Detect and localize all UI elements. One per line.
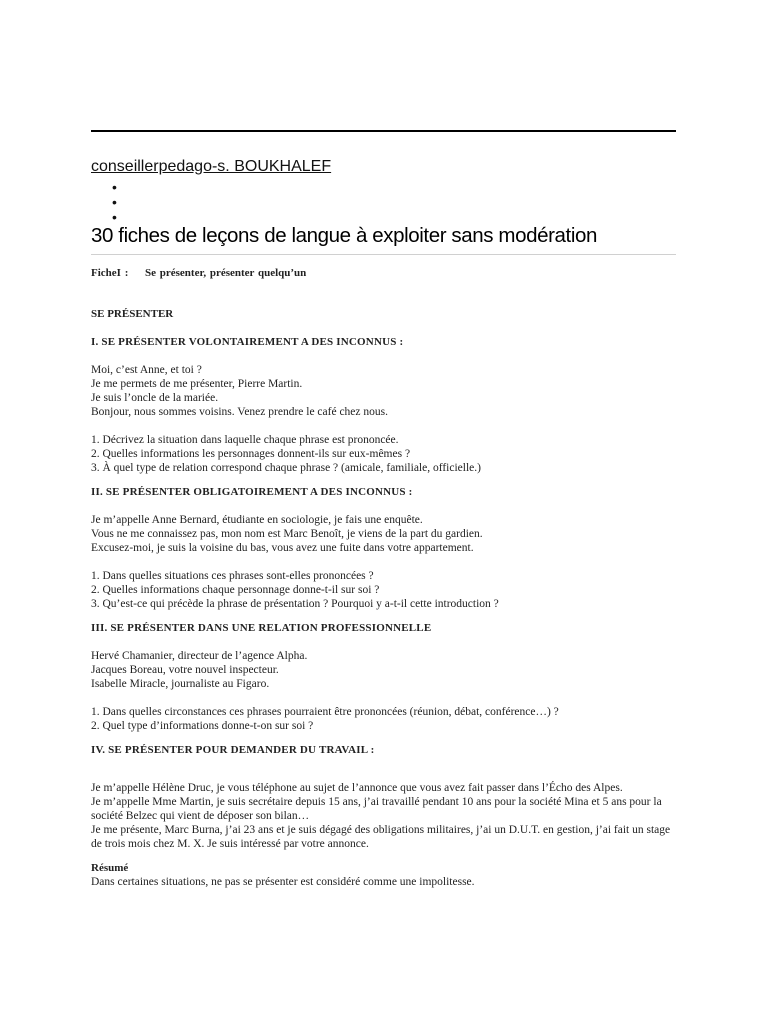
section-heading: I. SE PRÉSENTER VOLONTAIREMENT A DES INCONNUS : — [91, 336, 404, 348]
paragraph: Je me présente, Marc Burna, j’ai 23 ans et je suis dégagé des obligations militaires, j’ai un D.U.T. en gestion, j’ai fait un stage de trois mois chez M. X. Je suis intéressé par votre annonce. — [91, 824, 671, 850]
author-link[interactable]: conseillerpedago-s. BOUKHALEF — [91, 158, 332, 175]
summary-heading: Résumé — [91, 862, 129, 874]
example-line: Bonjour, nous sommes voisins. Venez prendre le café chez nous. — [91, 406, 388, 418]
top-rule — [91, 130, 676, 132]
example-line: Je suis l’oncle de la mariée. — [91, 392, 219, 404]
title-divider — [91, 254, 676, 255]
example-line: Isabelle Miracle, journaliste au Figaro. — [91, 678, 270, 690]
question-line: 1. Décrivez la situation dans laquelle chaque phrase est prononcée. — [91, 434, 399, 446]
example-line: Excusez-moi, je suis la voisine du bas, vous avez une fuite dans votre appartement. — [91, 542, 474, 554]
example-line: Je m’appelle Anne Bernard, étudiante en sociologie, je fais une enquête. — [91, 514, 423, 526]
question-line: 3. Qu’est-ce qui précède la phrase de présentation ? Pourquoi y a-t-il cette introduction ? — [91, 598, 499, 610]
question-line: 1. Dans quelles situations ces phrases sont-elles prononcées ? — [91, 570, 374, 582]
bullet-item — [112, 195, 117, 210]
question-line: 2. Quel type d’informations donne-t-on sur soi ? — [91, 720, 314, 732]
example-line: Je me permets de me présenter, Pierre Martin. — [91, 378, 303, 390]
question-line: 2. Quelles informations chaque personnage donne-t-il sur soi ? — [91, 584, 380, 596]
section-heading: IV. SE PRÉSENTER POUR DEMANDER DU TRAVAIL : — [91, 744, 375, 756]
example-line: Jacques Boreau, votre nouvel inspecteur. — [91, 664, 279, 676]
example-line: Hervé Chamanier, directeur de l’agence Alpha. — [91, 650, 308, 662]
fiche-number: FicheI : — [91, 267, 129, 279]
example-line: Vous ne me connaissez pas, mon nom est Marc Benoît, je viens de la part du gardien. — [91, 528, 483, 540]
question-line: 2. Quelles informations les personnages donnent-ils sur eux-mêmes ? — [91, 448, 411, 460]
question-line: 1. Dans quelles circonstances ces phrases pourraient être prononcées (réunion, débat, conférence…) ? — [91, 706, 559, 718]
example-line: Moi, c’est Anne, et toi ? — [91, 364, 202, 376]
summary-text: Dans certaines situations, ne pas se présenter est considéré comme une impolitesse. — [91, 876, 475, 888]
section-heading: II. SE PRÉSENTER OBLIGATOIREMENT A DES INCONNUS : — [91, 486, 413, 498]
fiche-title: Se présenter, présenter quelqu’un — [145, 267, 307, 279]
bullet-list — [112, 180, 117, 225]
fiche-heading — [91, 266, 681, 280]
document-title: 30 fiches de leçons de langue à exploiter sans modération — [91, 224, 597, 247]
paragraph: Je m’appelle Mme Martin, je suis secrétaire depuis 15 ans, j’ai travaillé pendant 10 ans pour la société Mina et 5 ans pour la société Belzec qui vient de déposer son bilan… — [91, 796, 662, 822]
question-line: 3. À quel type de relation correspond chaque phrase ? (amicale, familiale, officielle.) — [91, 462, 481, 474]
document-body — [91, 266, 681, 889]
section-heading: III. SE PRÉSENTER DANS UNE RELATION PROFESSIONNELLE — [91, 622, 432, 634]
paragraph: Je m’appelle Hélène Druc, je vous téléphone au sujet de l’annonce que vous avez fait passer dans l’Écho des Alpes. — [91, 782, 623, 794]
bullet-item — [112, 180, 117, 195]
bullet-item — [112, 210, 117, 225]
main-heading: SE PRÉSENTER — [91, 308, 174, 320]
